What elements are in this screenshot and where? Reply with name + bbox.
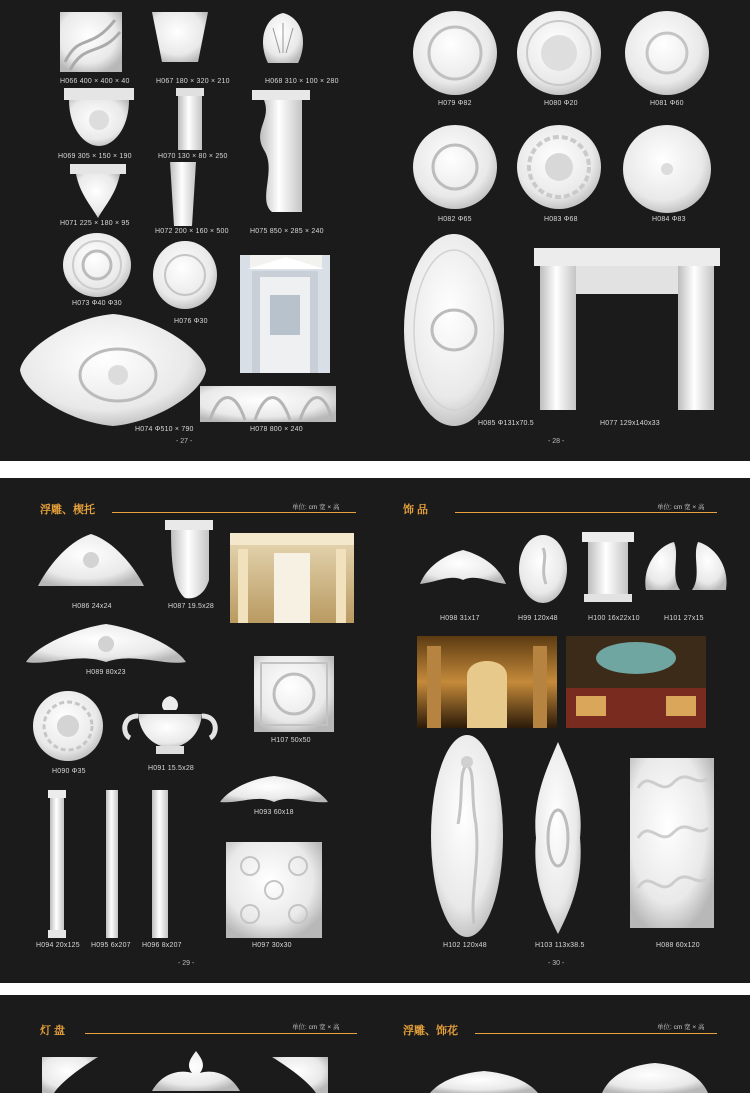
caption-h083: H083 Φ68 [544,216,578,223]
product-h107-square-panel [254,656,334,732]
caption-h085: H085 Φ131x70.5 [478,420,534,427]
product-h99-oval-cameo [518,534,568,604]
product-h083-medallion [516,124,602,210]
title-rule-right [455,512,717,513]
caption-h084: H084 Φ83 [652,216,686,223]
product-relief-flower-2 [600,1061,710,1093]
caption-h100: H100 16x22x10 [588,615,640,622]
caption-h086: H086 24x24 [72,603,112,610]
product-h080-medallion [516,10,602,96]
product-corner-panel-right [272,1057,328,1093]
caption-h072: H072 200 × 160 × 500 [155,228,229,235]
product-h091-urn [118,694,222,756]
product-h088-wave-panel [630,758,714,928]
caption-h087: H087 19.5x28 [168,603,215,610]
product-h075-scroll-corbel [252,90,310,222]
caption-h070: H070 130 × 80 × 250 [158,153,228,160]
product-h073-rose-medallion [62,232,132,298]
caption-h074: H074 Φ510 × 790 [135,426,194,433]
caption-h093: H093 60x18 [254,809,294,816]
page-number-29: - 29 - [178,960,195,967]
product-h087-corbel [165,520,213,600]
product-h085-oval-panel [402,232,506,428]
caption-h094: H094 20x125 [36,942,80,949]
page-number-28: - 28 - [548,438,565,445]
caption-h089: H089 80x23 [86,669,126,676]
section-title-relief-flowers: 浮雕、饰花 [403,1025,458,1037]
unit-label-left-3: 单位: cm 宽 × 高 [292,1024,340,1031]
caption-h078: H078 800 × 240 [250,426,303,433]
caption-h073: H073 Φ40 Φ30 [72,300,122,307]
product-h070-corbel [172,88,208,150]
product-h081-medallion [624,10,710,96]
product-h078-frieze [200,380,336,422]
caption-h077: H077 129x140x33 [600,420,660,427]
product-h066-panel [60,12,122,72]
product-h068-shell-bracket [258,8,308,68]
room-photo-doorway [240,255,330,373]
section-title-ceiling-lamp-plate: 灯 盘 [40,1025,66,1037]
caption-h066: H066 400 × 400 × 40 [60,78,130,85]
product-h089-scroll-relief [24,622,188,672]
caption-h097: H097 30x30 [252,942,292,949]
page-number-27: - 27 - [176,438,193,445]
caption-h99: H99 120x48 [518,615,558,622]
product-h093-scroll-relief [218,774,330,808]
product-h094-column [46,790,68,938]
product-h084-medallion [622,124,712,214]
unit-label-right: 单位: cm 宽 × 高 [657,504,705,511]
interior-photo-lobby [566,636,706,728]
product-h074-ornate-ceiling-panel [18,310,208,430]
product-relief-flower-1 [428,1069,540,1093]
caption-h102: H102 120x48 [443,942,487,949]
caption-h081: H081 Φ60 [650,100,684,107]
caption-h069: H069 305 × 150 × 190 [58,153,132,160]
caption-h091: H091 15.5x28 [148,765,195,772]
caption-h103: H103 113x38.5 [535,942,585,949]
product-h079-medallion [412,10,498,96]
caption-h101: H101 27x15 [664,615,704,622]
title-rule-left [112,512,356,513]
caption-h079: H079 Φ82 [438,100,472,107]
caption-h075: H075 850 × 285 × 240 [250,228,324,235]
title-rule-left-3 [85,1033,357,1034]
caption-h082: H082 Φ65 [438,216,472,223]
catalog-spread-1 [0,0,750,461]
product-h096-column [150,790,170,938]
product-h071-bracket [70,164,126,218]
product-h069-mask-corbel [64,88,134,148]
product-h102-figure-panel [430,734,504,938]
caption-h088: H088 60x120 [656,942,700,949]
product-corner-panel-left [42,1057,98,1093]
product-h101-scroll-pair [640,536,732,596]
caption-h090: H090 Φ35 [52,768,86,775]
product-h086-corner-relief [36,532,146,588]
unit-label-left: 单位: cm 宽 × 高 [292,504,340,511]
product-h077-fireplace-surround [534,248,720,410]
catalog-spread-3 [0,995,750,1093]
product-h095-column [104,790,120,938]
product-h097-tile [226,842,322,938]
section-title-relief-corbel: 浮雕、楔托 [40,504,95,516]
interior-photo-gold-corridor [230,533,354,623]
page-number-30: - 30 - [548,960,565,967]
product-h103-vertical-ornament [530,740,586,936]
catalog-spread-2 [0,478,750,983]
unit-label-right-3: 单位: cm 宽 × 高 [657,1024,705,1031]
caption-h076: H076 Φ30 [174,318,208,325]
title-rule-right-3 [475,1033,717,1034]
section-title-ornaments: 饰 品 [403,504,429,516]
caption-h068: H068 310 × 100 × 280 [265,78,339,85]
product-h100-bracket [582,532,634,602]
product-h076-medallion [152,240,218,310]
product-h082-medallion [412,124,498,210]
caption-h098: H098 31x17 [440,615,480,622]
product-h090-rosette [32,690,104,762]
product-h067-keystone [152,12,208,62]
product-crest-ornament [150,1051,242,1093]
caption-h067: H067 180 × 320 × 210 [156,78,230,85]
caption-h095: H095 6x207 [91,942,131,949]
product-h098-crest [418,548,508,588]
caption-h096: H096 8x207 [142,942,182,949]
product-h072-keystone [170,162,196,226]
caption-h071: H071 225 × 180 × 95 [60,220,130,227]
caption-h107: H107 50x50 [271,737,311,744]
caption-h080: H080 Φ20 [544,100,578,107]
interior-photo-arch [417,636,557,728]
